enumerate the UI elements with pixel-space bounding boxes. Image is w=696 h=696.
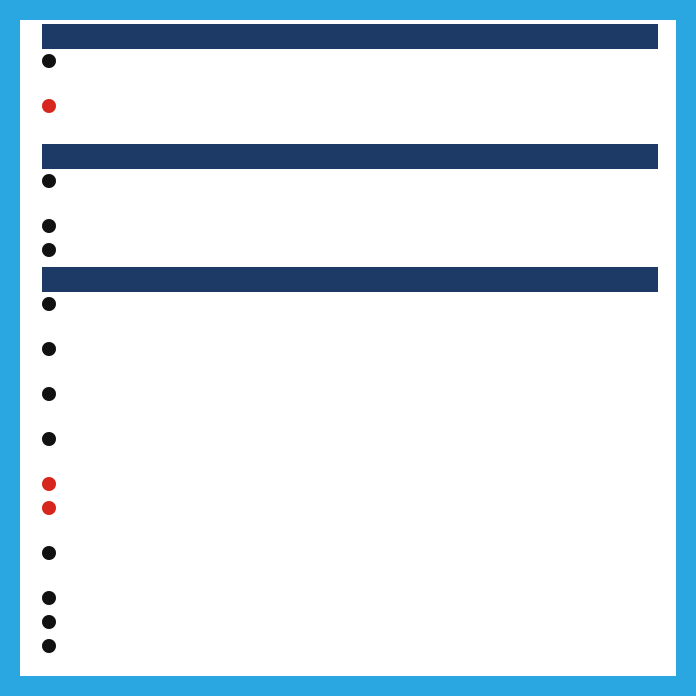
list-item xyxy=(42,429,658,471)
list-item xyxy=(42,588,658,609)
section-items xyxy=(42,294,658,657)
caution-label xyxy=(42,22,658,663)
bullet-icon xyxy=(42,432,56,446)
section-items xyxy=(42,171,658,261)
warning-item xyxy=(42,96,658,138)
bullet-icon xyxy=(42,243,56,257)
list-item xyxy=(42,543,658,585)
section-use-storage xyxy=(42,267,658,657)
bullet-icon xyxy=(42,546,56,560)
section-adjustment xyxy=(42,24,658,138)
list-item xyxy=(42,339,658,381)
warning-item xyxy=(42,474,658,495)
bullet-icon xyxy=(42,387,56,401)
bullet-icon xyxy=(42,219,56,233)
bullet-icon xyxy=(42,99,56,113)
bullet-icon xyxy=(42,501,56,515)
bullet-icon xyxy=(42,639,56,653)
section-header xyxy=(42,24,658,49)
bullet-icon xyxy=(42,297,56,311)
list-item xyxy=(42,240,658,261)
warning-item xyxy=(42,498,658,540)
bullet-icon xyxy=(42,615,56,629)
bullet-icon xyxy=(42,342,56,356)
section-header xyxy=(42,144,658,169)
bullet-icon xyxy=(42,591,56,605)
list-item xyxy=(42,384,658,426)
bullet-icon xyxy=(42,477,56,491)
list-item xyxy=(42,612,658,633)
list-item xyxy=(42,51,658,93)
bullet-icon xyxy=(42,174,56,188)
list-item xyxy=(42,294,658,336)
bullet-icon xyxy=(42,54,56,68)
list-item xyxy=(42,171,658,213)
section-items xyxy=(42,51,658,138)
list-item xyxy=(42,216,658,237)
section-header xyxy=(42,267,658,292)
list-item xyxy=(42,636,658,657)
section-intake xyxy=(42,144,658,261)
